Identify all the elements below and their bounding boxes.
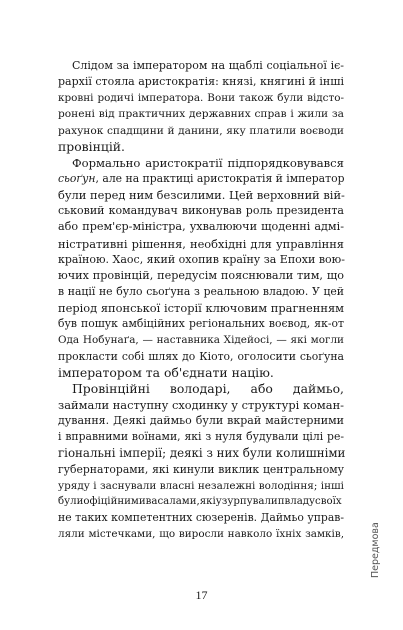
text-line: або прем'єр-міністра, ухвалюючи щоденні адмі- <box>58 220 344 234</box>
text-line: прокласти собі шлях до Кіото, оголосити сьоґуна <box>58 349 344 363</box>
text-line: і вправними воїнами, які з нуля будували цілі ре- <box>58 430 344 444</box>
page-number: 17 <box>195 588 208 602</box>
text-line: Формально аристократії підпорядковувався <box>72 155 344 170</box>
text-line: кровні родичі імператора. Вони також були відсто- <box>58 92 344 105</box>
text-line: дування. Деякі даймьо були вкрай майстерними <box>58 414 344 428</box>
text-line: країною. Хаос, який охопив країну за Епохи вою- <box>58 252 345 266</box>
text-line: рархії стояла аристократія: князі, княгині й інші <box>58 75 344 89</box>
paragraph <box>58 381 344 542</box>
paragraph <box>58 58 344 155</box>
text-line: ністративні рішення, необхідні для управління <box>58 236 344 251</box>
text-line: булиофіційнимивасалами,якіузурпувалипвладусвоїх <box>58 495 342 507</box>
text-line: період японської історії ключовим прагненням <box>58 301 344 316</box>
text-line: ронені від практичних державних справ і жили за <box>58 108 344 121</box>
text-line: були перед ним безсилими. Цей верховний вій- <box>58 188 345 203</box>
text-line: ськовий командувач виконував роль президента <box>58 204 344 218</box>
text-line: в нації не було сьоґуна з реальною владою. У цей <box>58 284 344 298</box>
text-line: сьоґун, але на практиці аристократія й імператор <box>58 171 345 185</box>
text-line: ючих провінцій, передусім пояснювали тим, що <box>58 268 344 282</box>
text-line: Слідом за імператором на щаблі соціальної іє- <box>72 59 344 72</box>
running-head: Передмова <box>370 522 381 578</box>
text-line: губернаторами, які кинули виклик центральному <box>58 462 344 476</box>
text-line: імператором та об'єднати націю. <box>58 364 274 380</box>
text-line: провінцій. <box>58 138 125 154</box>
body-text <box>58 58 344 542</box>
text-line: не таких компетентних сюзеренів. Даймьо управ- <box>58 510 344 524</box>
text-line: Ода Нобунаґа, — наставника Хідейосі, — які могли <box>58 334 344 347</box>
text-line: ляли містечками, що виросли навколо їхніх замків, <box>58 528 344 541</box>
text-line: гіональні імперії; деякі з них були колишніми <box>58 446 346 461</box>
text-line: рахунок спадщини й данини, яку платили воєводи <box>58 124 344 137</box>
paragraph <box>58 155 344 381</box>
emphasis-term: сьоґун <box>58 171 96 185</box>
text-line: Провінційні володарі, або даймьо, <box>72 380 344 396</box>
text-line: був пошук амбіційних регіональних воєвод, як-от <box>58 317 344 331</box>
text-line: займали наступну сходинку у структурі коман- <box>58 397 345 412</box>
text-line: уряду і заснували власні незалежні володіння; інші <box>58 479 344 492</box>
